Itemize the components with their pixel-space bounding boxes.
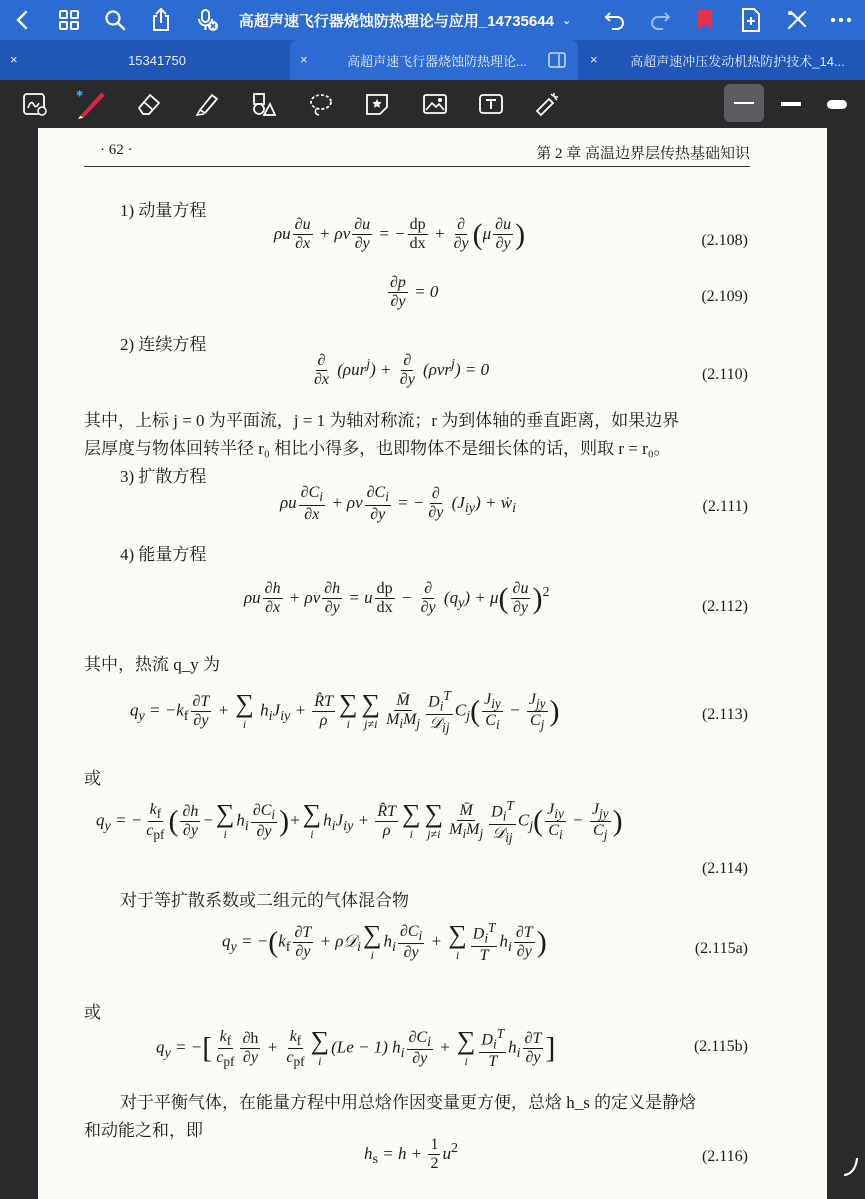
share-icon[interactable]: [146, 6, 176, 34]
tab-label: 15341750: [128, 52, 186, 68]
running-header: [100, 142, 750, 166]
heading-momentum-equation: 1) 动量方程: [120, 201, 207, 220]
paragraph-superscript-line-1: 其中，上标 j = 0 为平面流，j = 1 为轴对称流；r 为到体轴的垂直距离，如果边界: [84, 411, 680, 430]
chevron-left-icon[interactable]: [8, 6, 38, 34]
svg-text:✱: ✱: [76, 88, 84, 99]
equation-2-112: ρu $\frac{\partial h}{\partial x}$ + ρv $\frac{\partial h}{\partial y}$ = u $\frac{dp}{dx}$ − $\frac{\partial}{\partial y}$ $(q_y) + \mu$( $\frac{\partial u}{\partial y}$ )$^2$: [244, 580, 550, 617]
add-page-icon[interactable]: [736, 6, 766, 34]
tools-icon[interactable]: [782, 6, 812, 34]
image-icon[interactable]: [418, 88, 452, 120]
tab-close-button[interactable]: ×: [10, 52, 18, 67]
equation-2-115a: $q_y = -(k_f$ $\frac{\partial T}{\partial y}$ + ρ𝒟$_i$ ∑ i $h_i$ $\frac{\partial C_i}{\partial y}$ + ∑ i $\frac{D_i^T}{T}$ $h_i$ $\frac{\partial T}{\partial y}$ ): [222, 920, 547, 964]
split-view-icon[interactable]: [548, 52, 566, 71]
paragraph-equilibrium-line-1: 对于平衡气体，在能量方程中用总焓作因变量更方便，总焓 h_s 的定义是静焓: [120, 1093, 697, 1112]
annotation-toolbar: [0, 80, 865, 128]
binary-mixture-text: 对于等扩散系数或二组元的气体混合物: [120, 891, 409, 910]
paragraph-equilibrium-line-2: 和动能之和，即: [84, 1121, 203, 1140]
equation-2-115b: $q_y$ = −[ $\frac{k_f}{c_{pf}}$ $\frac{\partial h}{\partial y}$ + $\frac{k_f}{c_{pf}}$ ∑ i (Le − 1) $h_i$ $\frac{\partial C_i}{\partial y}$ + ∑ i $\frac{D_i^T}{T}$ $h_i$ $\frac{\partial T}{\partial y}$ ]: [156, 1026, 556, 1070]
equation-number: (2.114): [701, 860, 748, 877]
handwriting-lasso-icon[interactable]: [18, 88, 52, 120]
equation-number: (2.110): [701, 366, 748, 383]
redo-icon[interactable]: [645, 6, 675, 34]
scroll-handle-icon[interactable]: [843, 1157, 859, 1181]
stroke-medium-icon: [781, 102, 801, 106]
equation-number: (2.115a): [694, 940, 748, 957]
equation-number: (2.112): [701, 598, 748, 615]
tab-label: 高超声速飞行器烧蚀防热理论...: [347, 53, 527, 69]
text-box-icon[interactable]: [474, 88, 508, 120]
or-label: 或: [84, 1003, 101, 1022]
equation-2-111: ρu $\frac{\partial C_i}{\partial x}$ + ρv $\frac{\partial C_i}{\partial y}$ = − $\frac{\partial}{\partial y}$ $(J_{iy})$ + ẇ$_i$: [280, 484, 516, 523]
equation-2-113: $q_y = -k_f$ $\frac{\partial T}{\partial y}$ + ∑ i $h_iJ_{iy}$ + $\frac{R̂T}{\rho}$ ∑ i ∑ j≠i $\frac{M̄}{M_iM_j}$ $\frac{D_i^T}{𝒟_{ij}}$ $C_j$( $\frac{J_{iy}}{C_i}$ − $\frac{J_{jy}}{C_j}$ ): [130, 688, 560, 736]
heading-diffusion-equation: 3) 扩散方程: [120, 467, 207, 486]
laser-pointer-icon[interactable]: [530, 88, 564, 120]
equation-2-109: $\frac{\partial p}{\partial y}$ = 0: [390, 274, 439, 311]
stroke-thick-button[interactable]: [820, 88, 854, 120]
or-label: 或: [84, 769, 101, 788]
lasso-icon[interactable]: [304, 88, 338, 120]
heading-continuity-equation: 2) 连续方程: [120, 335, 207, 354]
tab-close-button[interactable]: ×: [300, 52, 308, 67]
page-number: · 62 ·: [100, 142, 133, 158]
tab-close-button[interactable]: ×: [590, 52, 598, 67]
tab-15341750[interactable]: [0, 40, 288, 80]
eraser-icon[interactable]: [132, 88, 166, 120]
chevron-down-icon: ⌄: [561, 14, 572, 27]
highlighter-icon[interactable]: [190, 88, 224, 120]
stroke-thin-button[interactable]: [724, 84, 764, 122]
stroke-thick-icon: [827, 100, 847, 109]
document-title[interactable]: [230, 0, 580, 40]
header-rule: [84, 166, 750, 167]
bookmark-icon[interactable]: [690, 6, 720, 34]
stroke-thin-icon: [734, 102, 754, 104]
undo-icon[interactable]: [600, 6, 630, 34]
tab-ramjet-document[interactable]: [580, 40, 865, 80]
top-bar: [0, 0, 865, 40]
equation-2-110: $\frac{\partial}{\partial x}$ (ρur$^j$) + $\frac{\partial}{\partial y}$ (ρvr$^j$) = 0: [314, 352, 490, 389]
heading-energy-equation: 4) 能量方程: [120, 545, 207, 564]
document-page[interactable]: [38, 128, 827, 1199]
shapes-icon[interactable]: [246, 88, 280, 120]
equation-2-108: ρu $\frac{\partial u}{\partial x}$ + ρv $\frac{\partial u}{\partial y}$ = − $\frac{dp}{dx}$ + $\frac{\partial}{\partial y}$ (μ $\frac{\partial u}{\partial y}$ ): [274, 216, 526, 253]
equation-2-116: $h_s = h$ + $\frac{1}{2}$ $u^2$: [364, 1136, 459, 1173]
document-title-text: 高超声速飞行器烧蚀防热理论与应用_14735644: [238, 12, 554, 30]
grid-icon[interactable]: [54, 6, 84, 34]
tab-label: 高超声速冲压发动机热防护技术_14...: [630, 53, 845, 69]
tab-active-document[interactable]: [290, 40, 578, 80]
search-icon[interactable]: [100, 6, 130, 34]
equation-number: (2.109): [701, 288, 748, 305]
equation-number: (2.115b): [693, 1038, 748, 1055]
tab-bar: [0, 40, 865, 80]
stroke-medium-button[interactable]: [774, 88, 808, 120]
equation-number: (2.108): [701, 232, 748, 249]
equation-2-114: $q_y$ = − $\frac{k_f}{c_{pf}}$ ( $\frac{\partial h}{\partial y}$ − ∑ i $h_i$ $\frac{\partial C_i}{\partial y}$ )+ ∑ i $h_iJ_{iy}$ + $\frac{R̂T}{\rho}$ ∑ i ∑ j≠i $\frac{M̄}{M_iM_j}$ $\frac{D_i^T}{𝒟_{ij}}$ $C_j$( $\frac{J_{iy}}{C_i}$ − $\frac{J_{jy}}{C_j}$ ): [96, 798, 623, 846]
chapter-header: 第 2 章 高温边界层传热基础知识: [536, 146, 750, 162]
equation-number: (2.116): [701, 1148, 748, 1165]
more-icon[interactable]: [826, 6, 856, 34]
mic-off-icon[interactable]: [192, 6, 222, 34]
sticker-icon[interactable]: [360, 88, 394, 120]
heat-flux-intro: 其中，热流 q_y 为: [84, 655, 220, 674]
pen-icon[interactable]: [72, 88, 112, 120]
paragraph-superscript-line-2: 层厚度与物体回转半径 r₀ 相比小得多，也即物体不是细长体的话，则取 r = r₀。: [84, 439, 671, 458]
equation-number: (2.113): [701, 706, 748, 723]
equation-number: (2.111): [702, 498, 748, 515]
